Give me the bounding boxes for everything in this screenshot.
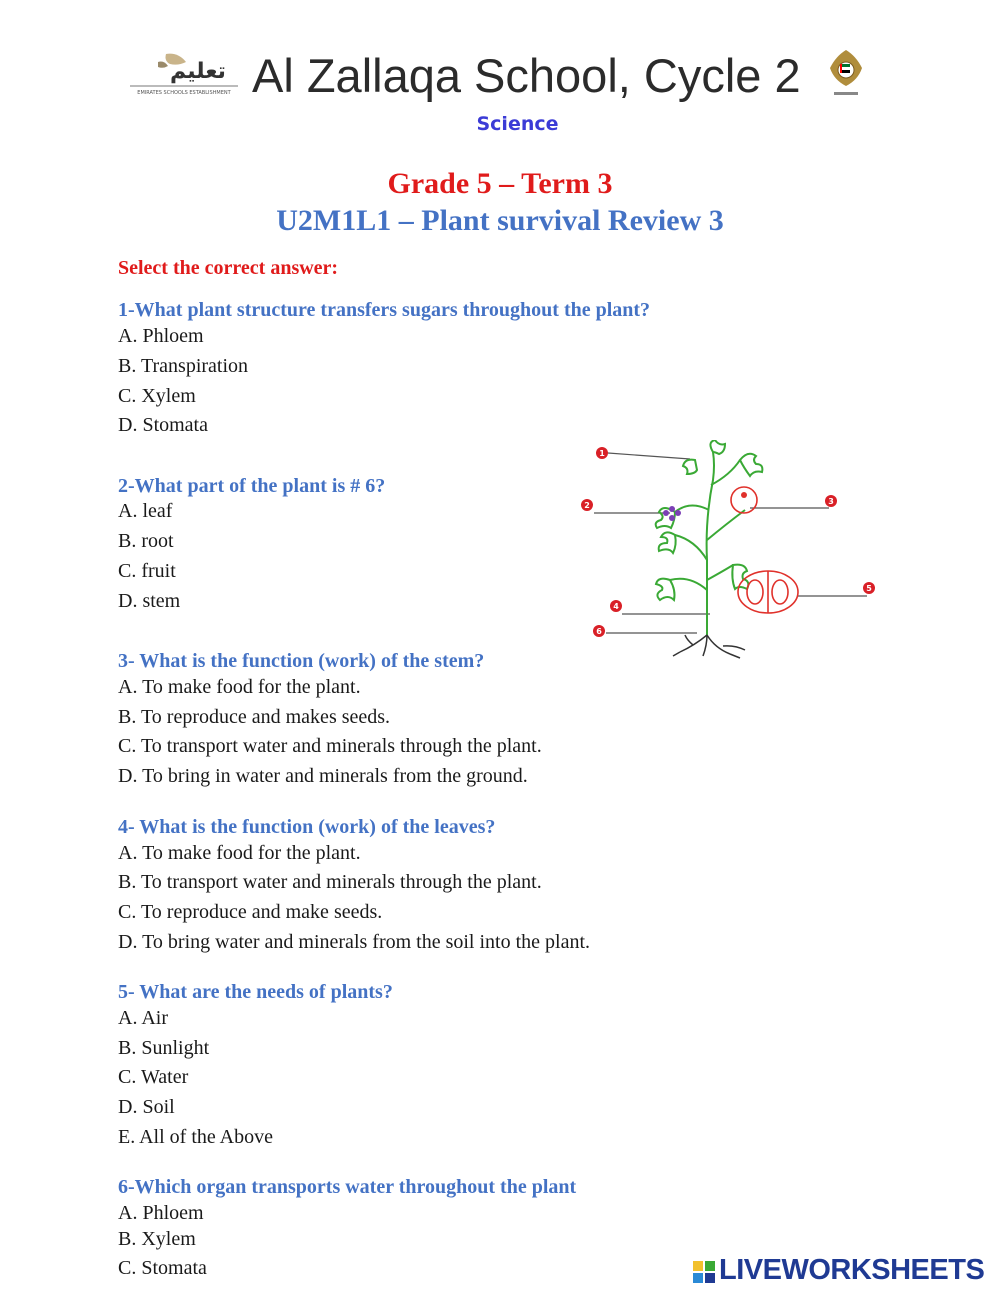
ese-logo [128, 52, 240, 98]
question-5-option-a[interactable]: A. Air [118, 1007, 168, 1029]
question-3-title: 3- What is the function (work) of the stem? [118, 650, 485, 672]
liveworksheets-icon [693, 1261, 715, 1283]
diagram-label-4: 4 [613, 602, 619, 611]
question-3-option-d[interactable]: D. To bring in water and minerals from the ground. [118, 765, 528, 787]
question-3-option-a[interactable]: A. To make food for the plant. [118, 676, 361, 698]
diagram-label-6: 6 [596, 627, 602, 636]
unit-title: U2M1L1 – Plant survival Review 3 [276, 204, 724, 237]
uae-emblem [826, 46, 866, 102]
question-4-option-a[interactable]: A. To make food for the plant. [118, 842, 361, 864]
plant-diagram [575, 440, 885, 665]
diagram-label-1: 1 [599, 449, 605, 458]
question-2-option-d[interactable]: D. stem [118, 590, 181, 612]
question-1-title: 1-What plant structure transfers sugars throughout the plant? [118, 299, 651, 321]
liveworksheets-text: LIVEWORKSHEETS [719, 1254, 985, 1286]
question-4-option-c[interactable]: C. To reproduce and make seeds. [118, 901, 383, 923]
question-1-option-b[interactable]: B. Transpiration [118, 355, 249, 377]
logo-arabic-text: تعليم [170, 59, 226, 84]
question-3-option-c[interactable]: C. To transport water and minerals through the plant. [118, 735, 542, 757]
question-5-option-d[interactable]: D. Soil [118, 1096, 175, 1118]
question-6-option-b[interactable]: B. Xylem [118, 1228, 196, 1250]
question-6-option-a[interactable]: A. Phloem [118, 1202, 204, 1224]
instruction: Select the correct answer: [118, 257, 339, 279]
grade-title: Grade 5 – Term 3 [387, 167, 613, 200]
question-5-option-e[interactable]: E. All of the Above [118, 1126, 273, 1148]
diagram-label-5: 5 [866, 584, 872, 593]
question-3-option-b[interactable]: B. To reproduce and makes seeds. [118, 706, 391, 728]
liveworksheets-logo [693, 1256, 993, 1286]
question-4-option-b[interactable]: B. To transport water and minerals through the plant. [118, 871, 542, 893]
question-6-title: 6-Which organ transports water throughout the plant [118, 1176, 577, 1198]
logo-org-text: EMIRATES SCHOOLS ESTABLISHMENT [137, 90, 231, 96]
question-5-option-b[interactable]: B. Sunlight [118, 1037, 210, 1059]
question-1-option-c[interactable]: C. Xylem [118, 385, 196, 407]
subject-label: Science [476, 113, 559, 135]
question-2-title: 2-What part of the plant is # 6? [118, 475, 386, 497]
question-1-option-d[interactable]: D. Stomata [118, 414, 208, 436]
question-2-option-a[interactable]: A. leaf [118, 500, 173, 522]
diagram-label-2: 2 [584, 501, 590, 510]
question-5-option-c[interactable]: C. Water [118, 1066, 189, 1088]
question-4-title: 4- What is the function (work) of the leaves? [118, 816, 496, 838]
diagram-label-3: 3 [828, 497, 834, 506]
question-2-option-b[interactable]: B. root [118, 530, 174, 552]
question-4-option-d[interactable]: D. To bring water and minerals from the soil into the plant. [118, 931, 591, 953]
question-1-option-a[interactable]: A. Phloem [118, 325, 204, 347]
question-6-option-c[interactable]: C. Stomata [118, 1257, 207, 1279]
question-5-title: 5- What are the needs of plants? [118, 981, 393, 1003]
question-2-option-c[interactable]: C. fruit [118, 560, 176, 582]
school-name: Al Zallaqa School, Cycle 2 [252, 49, 801, 102]
